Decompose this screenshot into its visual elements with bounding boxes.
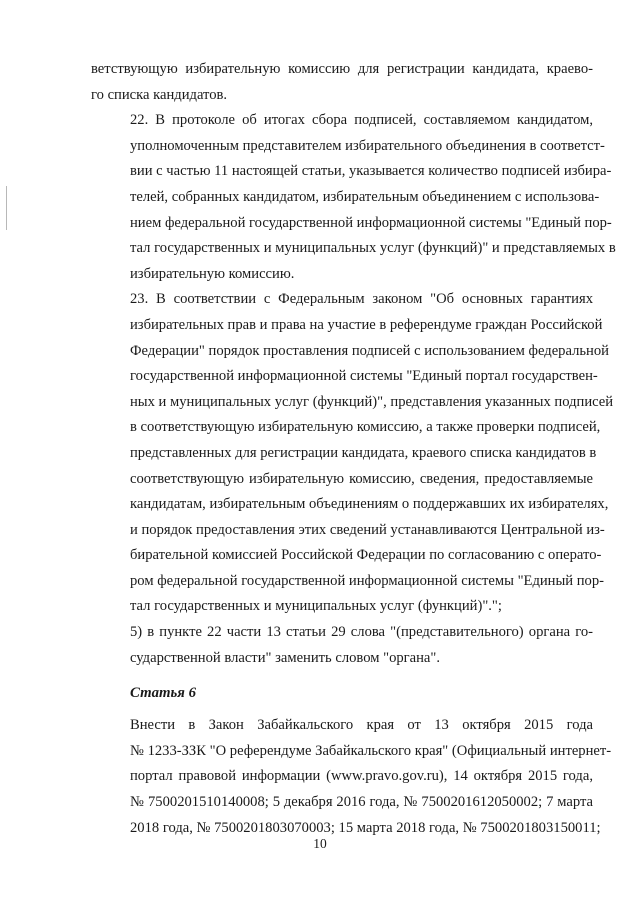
text-line: ных и муниципальных услуг (функций)", представления указанных подписей	[130, 393, 614, 410]
text-line: уполномоченным представителем избирательного объединения в соответст-	[130, 137, 605, 154]
text-line: государственной информационной системы "Единый портал государствен-	[130, 368, 598, 385]
text-line: сударственной власти" заменить словом "органа".	[130, 649, 441, 666]
text-line: ветствующую избирательную комиссию для регистрации кандидата, краево-	[91, 61, 593, 77]
text-line: в соответствующую избирательную комиссию, а также проверки подписей,	[130, 419, 601, 436]
text-line: представленных для регистрации кандидата, краевого списка кандидатов в	[130, 444, 597, 461]
paragraph-clause-23	[91, 287, 614, 620]
text-line: вии с частью 11 настоящей статьи, указывается количество подписей избира-	[130, 163, 612, 180]
page-number: 10	[313, 836, 327, 851]
text-line: го списка кандидатов.	[91, 86, 228, 103]
text-line: портал правовой информации (www.pravo.gov.ru), 14 октября 2015 года,	[130, 768, 593, 785]
text-line: 5) в пункте 22 части 13 статьи 29 слова "(представительного) органа го-	[130, 624, 593, 641]
text-line: нием федеральной государственной информационной системы "Единый пор-	[130, 214, 612, 231]
text-line: 2018 года, № 7500201803070003; 15 марта 2018 года, № 7500201803150011;	[130, 819, 601, 836]
text-line: тал государственных и муниципальных услуг (функций)" и представляемых в	[130, 240, 616, 257]
paragraph-clause-22	[91, 108, 616, 287]
text-line: и порядок предоставления этих сведений устанавливаются Центральной из-	[130, 521, 605, 538]
paragraph-continuation	[91, 57, 593, 108]
text-line: № 1233-ЗЗК "О референдуме Забайкальского края" (Официальный интернет-	[130, 742, 612, 759]
text-line: соответствующую избирательную комиссию, сведения, предоставляемые	[130, 470, 593, 487]
paragraph-item-5	[91, 620, 593, 671]
text-line: Внести в Закон Забайкальского края от 13 октября 2015 года	[130, 717, 593, 734]
text-line: телей, собранных кандидатом, избирательным объединением с использова-	[130, 188, 600, 205]
text-line: тал государственных и муниципальных услуг (функций)".";	[130, 598, 502, 615]
text-line: 22. В протоколе об итогах сбора подписей, составляемом кандидатом,	[130, 112, 593, 129]
text-line: избирательных прав и права на участие в референдуме граждан Российской	[130, 316, 603, 333]
text-line: № 7500201510140008; 5 декабря 2016 года, № 7500201612050002; 7 марта	[130, 794, 593, 811]
text-line: Федерации" порядок проставления подписей с использованием федеральной	[130, 342, 609, 359]
document-body	[91, 57, 616, 841]
text-line: бирательной комиссией Российской Федерации по согласованию с операто-	[130, 547, 602, 564]
scan-margin-mark	[6, 186, 7, 230]
paragraph-article-6	[91, 713, 612, 841]
text-line: избирательную комиссию.	[130, 265, 295, 282]
text-line: 23. В соответствии с Федеральным законом "Об основных гарантиях	[130, 291, 593, 308]
text-line: ром федеральной государственной информационной системы "Единый пор-	[130, 572, 605, 589]
article-heading: Статья 6	[130, 685, 196, 702]
text-line: кандидатам, избирательным объединениям о поддержавших их избирателях,	[130, 496, 609, 513]
